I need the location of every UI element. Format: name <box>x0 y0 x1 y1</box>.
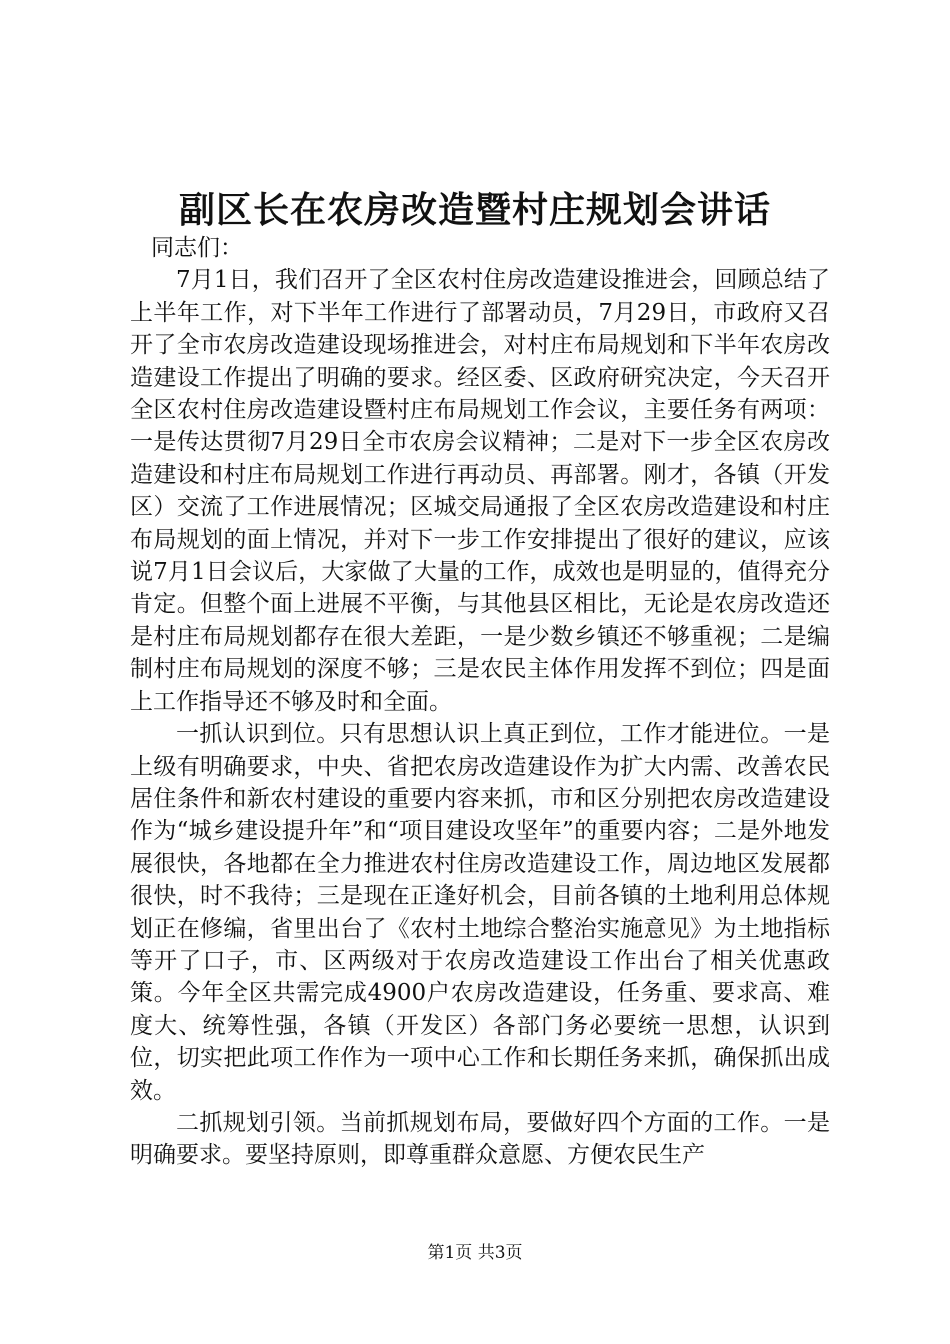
salutation: 同志们： <box>151 235 243 261</box>
document-body <box>130 232 830 1172</box>
paragraph-1: 7月1日，我们召开了全区农村住房改造建设推进会，回顾总结了上半年工作，对下半年工作进行了部署动员，7月29日，市政府又召开了全市农房改造建设现场推进会，对村庄布局规划和下半年农房改造建设工作提出了明确的要求。经区委、区政府研究决定，今天召开全区农村住房改造建设暨村庄布局规划工作会议，主要任务有两项：一是传达贯彻7月29日全市农房会议精神；二是对下一步全区农房改造建设和村庄布局规划工作进行再动员、再部署。刚才，各镇（开发区）交流了工作进展情况；区城交局通报了全区农房改造建设和村庄布局规划的面上情况，并对下一步工作安排提出了很好的建议，应该说7月1日会议后，大家做了大量的工作，成效也是明显的，值得充分肯定。但整个面上进展不平衡，与其他县区相比，无论是农房改造还是村庄布局规划都存在很大差距，一是少数乡镇还不够重视；二是编制村庄布局规划的深度不够；三是农民主体作用发挥不到位；四是面上工作指导还不够及时和全面。 <box>130 267 830 715</box>
paragraph-3: 二抓规划引领。当前抓规划布局，要做好四个方面的工作。一是明确要求。要坚持原则，即尊重群众意愿、方便农民生产 <box>130 1109 830 1169</box>
document-title: 副区长在农房改造暨村庄规划会讲话 <box>178 189 771 231</box>
paragraph-2: 一抓认识到位。只有思想认识上真正到位，工作才能进位。一是上级有明确要求，中央、省把农房改造建设作为扩大内需、改善农民居住条件和新农村建设的重要内容来抓，市和区分别把农房改造建设作为“城乡建设提升年”和“项目建设攻坚年”的重要内容；二是外地发展很快，各地都在全力推进农村住房改造建设工作，周边地区发展都很快，时不我待；三是现在正逢好机会，目前各镇的土地利用总体规划正在修编，省里出台了《农村土地综合整治实施意见》为土地指标等开了口子，市、区两级对于农房改造建设工作出台了相关优惠政策。今年全区共需完成4900户农房改造建设，任务重、要求高、难度大、统筹性强，各镇（开发区）各部门务必要统一思想，认识到位，切实把此项工作作为一项中心工作和长期任务来抓，确保抓出成效。 <box>130 721 830 1104</box>
page-number-footer: 第1页 共3页 <box>427 1243 523 1263</box>
